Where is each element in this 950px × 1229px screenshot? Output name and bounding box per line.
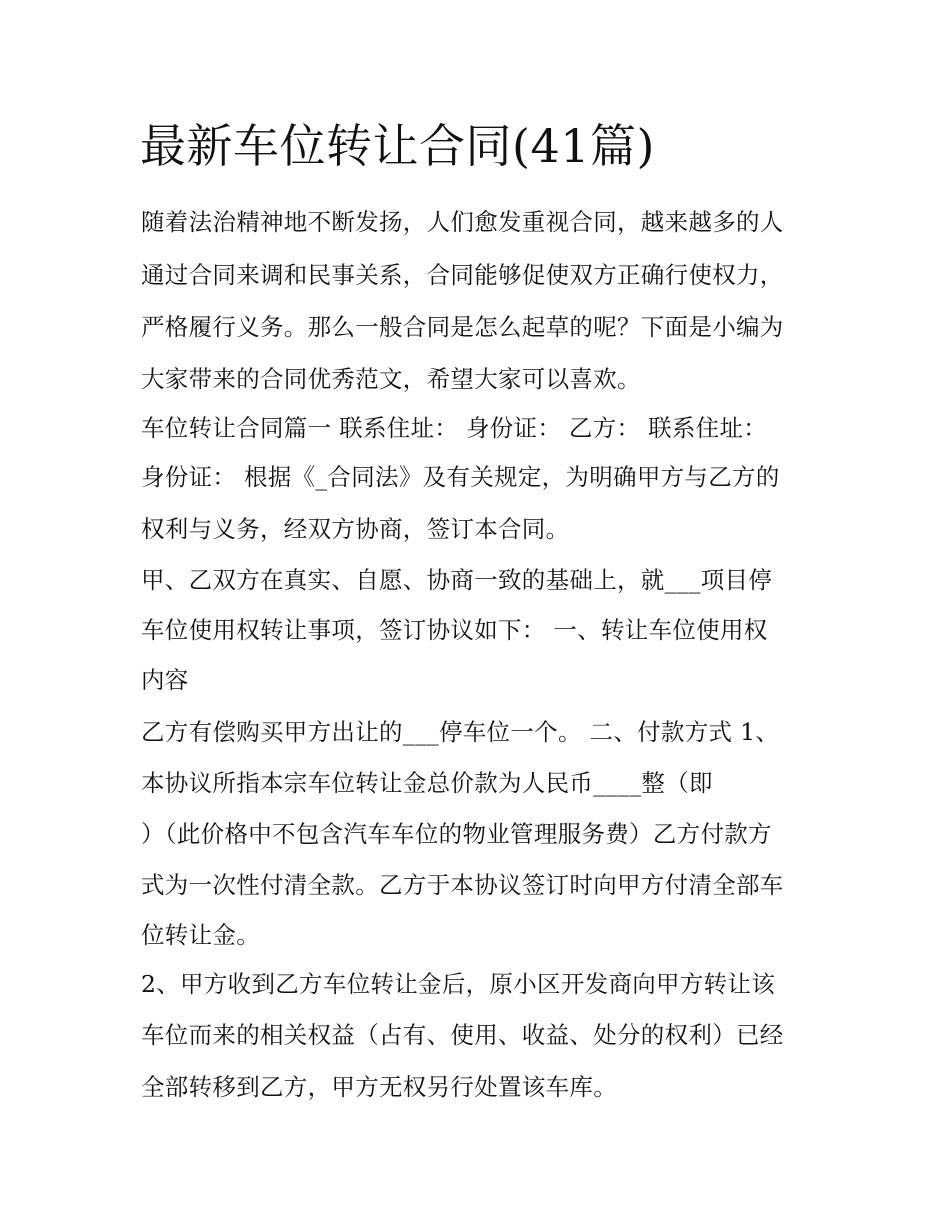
paragraph-line: 随着法治精神地不断发扬，人们愈发重视合同，越来越多的人	[141, 208, 784, 236]
paragraph-line: ）（此价格中不包含汽车车位的物业管理服务费）乙方付款方	[141, 820, 772, 848]
paragraph-line: 2、甲方收到乙方车位转让金后，原小区开发商向甲方转让该	[141, 970, 776, 998]
paragraph-line: 全部转移到乙方，甲方无权另行处置该车库。	[141, 1073, 617, 1101]
paragraph-line: 车位使用权转让事项，签订协议如下： 一、转让车位使用权	[141, 616, 768, 644]
paragraph-line: 甲、乙双方在真实、自愿、协商一致的基础上，就___项目停	[141, 566, 773, 594]
paragraph-line: 车位而来的相关权益（占有、使用、收益、处分的权利）已经	[141, 1021, 784, 1049]
paragraph-line: 式为一次性付清全款。乙方于本协议签订时向甲方付清全部车	[141, 871, 784, 899]
paragraph-line: 大家带来的合同优秀范文，希望大家可以喜欢。	[141, 365, 641, 393]
paragraph-line: 乙方有偿购买甲方出让的___停车位一个。 二、付款方式 1、	[141, 718, 780, 746]
paragraph-line: 身份证： 根据《_合同法》及有关规定，为明确甲方与乙方的	[141, 463, 780, 491]
paragraph-line: 车位转让合同篇一 联系住址： 身份证： 乙方： 联系住址：	[141, 414, 768, 442]
paragraph-line: 位转让金。	[141, 921, 260, 949]
paragraph-line: 通过合同来调和民事关系，合同能够促使双方正确行使权力，	[141, 261, 784, 289]
paragraph-line: 内容	[141, 666, 189, 694]
paragraph-line: 权利与义务，经双方协商，签订本合同。	[141, 515, 570, 543]
paragraph-line: 本协议所指本宗车位转让金总价款为人民币____整（即	[141, 769, 713, 797]
paragraph-line: 严格履行义务。那么一般合同是怎么起草的呢？下面是小编为	[141, 313, 784, 341]
document-title: 最新车位转让合同(41篇)	[140, 119, 655, 173]
